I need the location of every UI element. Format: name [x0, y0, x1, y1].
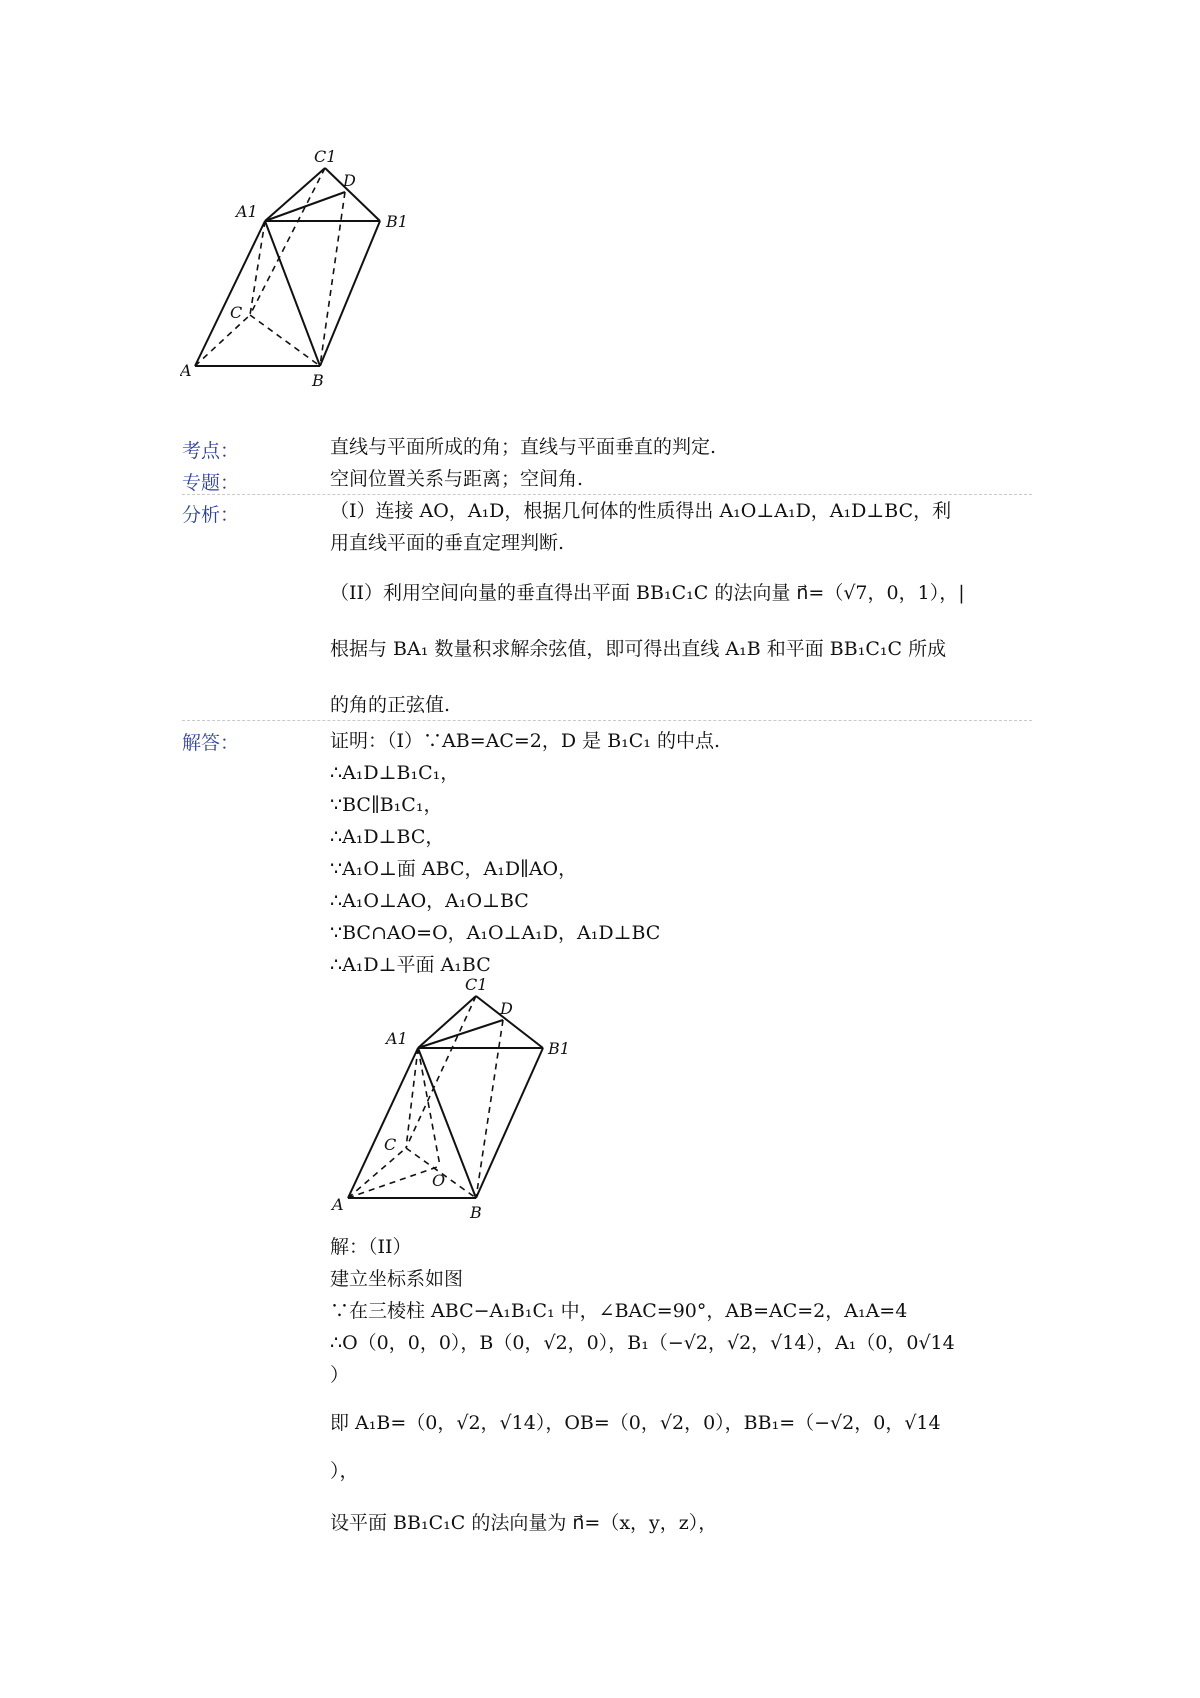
label-fenxi: 分析：	[182, 504, 240, 526]
prism-figure-1	[180, 150, 440, 400]
solution-line: 设平面 BB₁C₁C 的法向量为 n⃗=（x，y，z），	[330, 1512, 718, 1534]
label-D: D	[343, 171, 356, 190]
solution-line: 解：（II）	[330, 1236, 412, 1258]
label-C1: C1	[465, 978, 488, 994]
proof-line: ∵BC∩AO=O，A₁O⊥A₁D，A₁D⊥BC	[330, 922, 661, 944]
solution-line: ），	[330, 1460, 359, 1482]
text-kaodian: 直线与平面所成的角；直线与平面垂直的判定.	[330, 436, 717, 458]
label-A: A	[180, 361, 192, 380]
solution-line: ∴O（0，0，0），B（0，√2，0），B₁（−√2，√2，√14），A₁（0，0√14	[330, 1332, 955, 1354]
proof-line: ∴A₁D⊥B₁C₁，	[330, 762, 460, 784]
proof-line: ∵BC∥B₁C₁，	[330, 794, 443, 816]
solution-line: 即 A₁B=（0，√2，√14），OB=（0，√2，0），BB₁=（−√2，0，√14	[330, 1412, 941, 1434]
label-A1: A1	[236, 202, 258, 221]
separator	[182, 494, 1032, 495]
label-C: C	[384, 1135, 397, 1154]
label-jieda: 解答：	[182, 732, 240, 754]
solution-line: 建立坐标系如图	[330, 1268, 464, 1290]
analysis-line-2: 用直线平面的垂直定理判断.	[330, 532, 565, 554]
prism-figure-2	[328, 978, 588, 1228]
label-B: B	[470, 1203, 482, 1222]
proof-line: ∴A₁D⊥平面 A₁BC	[330, 954, 491, 976]
proof-line: 证明：（I）∵AB=AC=2，D 是 B₁C₁ 的中点.	[330, 730, 721, 752]
proof-line: ∴A₁O⊥AO，A₁O⊥BC	[330, 890, 529, 912]
label-zhuanti: 专题：	[182, 472, 240, 494]
analysis-line-3: （II）利用空间向量的垂直得出平面 BB₁C₁C 的法向量 n⃗=（√7，0，1），|	[330, 582, 965, 604]
solution-line: ）	[330, 1364, 350, 1386]
proof-line: ∵A₁O⊥面 ABC，A₁D∥AO，	[330, 858, 578, 880]
label-kaodian: 考点：	[182, 440, 240, 462]
analysis-line-1: （I）连接 AO，A₁D，根据几何体的性质得出 A₁O⊥A₁D，A₁D⊥BC，利	[330, 500, 952, 522]
label-B1: B1	[386, 212, 408, 231]
separator	[182, 720, 1032, 721]
solution-line: ∵在三棱柱 ABC−A₁B₁C₁ 中，∠BAC=90°，AB=AC=2，A₁A=4	[330, 1300, 908, 1322]
label-B1: B1	[548, 1039, 570, 1058]
label-B: B	[312, 371, 324, 390]
label-A1: A1	[386, 1029, 408, 1048]
label-C1: C1	[314, 150, 337, 166]
label-O: O	[432, 1171, 446, 1190]
text-zhuanti: 空间位置关系与距离；空间角.	[330, 468, 584, 490]
analysis-line-5: 的角的正弦值.	[330, 694, 451, 716]
label-C: C	[230, 303, 243, 322]
proof-line: ∴A₁D⊥BC，	[330, 826, 445, 848]
analysis-line-4: 根据与 BA₁ 数量积求解余弦值，即可得出直线 A₁B 和平面 BB₁C₁C 所成	[330, 638, 947, 660]
label-A: A	[332, 1195, 344, 1214]
label-D: D	[500, 999, 513, 1018]
